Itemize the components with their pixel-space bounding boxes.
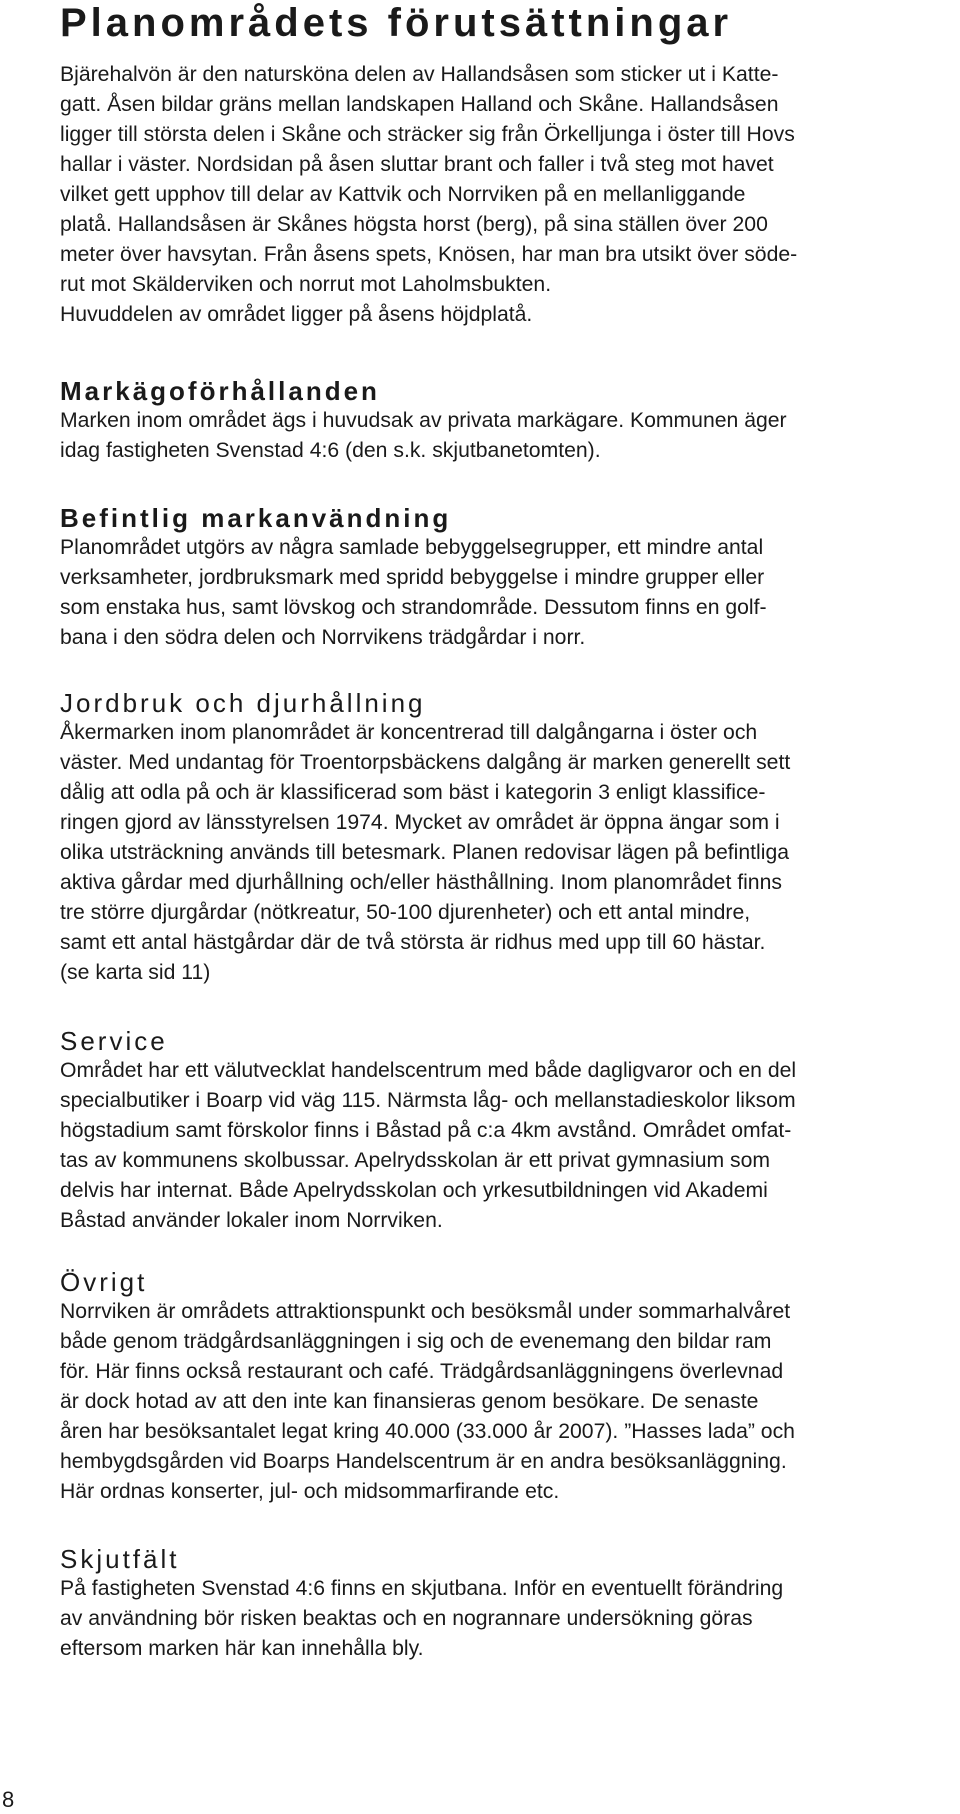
section-line: åren har besöksantalet legat kring 40.000 (33.000 år 2007). ”Hasses lada” och [60,1420,795,1443]
intro-line: ligger till största delen i Skåne och sträcker sig från Örkelljunga i öster till Hovs [60,123,795,146]
section-line: för. Här finns också restaurant och café. Trädgårdsanläggningens överlevnad [60,1360,784,1383]
section-line: bana i den södra delen och Norrvikens trädgårdar i norr. [60,626,586,649]
section-heading: Service [60,1026,168,1056]
section-line: tas av kommunens skolbussar. Apelrydsskolan är ett privat gymnasium som [60,1149,771,1172]
section-line: eftersom marken här kan innehålla bly. [60,1637,424,1660]
section-line: Området har ett välutvecklat handelscentrum med både dagligvaror och en del [60,1059,797,1082]
section-heading: Jordbruk och djurhållning [60,688,426,718]
intro-line: rut mot Skälderviken och norrut mot Laholmsbukten. [60,273,552,296]
section-line: Marken inom området ägs i huvudsak av privata markägare. Kommunen äger [60,409,787,432]
section-jordbruk [60,688,960,988]
section-line: är dock hotad av att den inte kan finansieras genom besökare. De senaste [60,1390,759,1413]
intro-line: meter över havsytan. Från åsens spets, Knösen, har man bra utsikt över söde- [60,243,798,266]
section-skjutfalt [60,1544,960,1664]
section-line: aktiva gårdar med djurhållning och/eller hästhållning. Inom planområdet finns [60,871,782,894]
intro-line: platå. Hallandsåsen är Skånes högsta horst (berg), på sina ställen över 200 [60,213,768,236]
section-line: dålig att odla på och är klassificerad som bäst i kategorin 3 enligt klassifice- [60,781,766,804]
page-title: Planområdets förutsättningar [60,1,733,45]
intro-section [60,60,960,330]
intro-line: vilket gett upphov till delar av Kattvik och Norrviken på en mellanliggande [60,183,746,206]
section-heading: Markägoförhållanden [60,376,380,406]
intro-line: gatt. Åsen bildar gräns mellan landskapen Halland och Skåne. Hallandsåsen [60,93,779,116]
section-line: samt ett antal hästgårdar där de två största är ridhus med upp till 60 hästar. [60,931,766,954]
section-line: delvis har internat. Både Apelrydsskolan och yrkesutbildningen vid Akademi [60,1179,768,1202]
section-service [60,1026,960,1236]
section-line: både genom trädgårdsanläggningen i sig och de evenemang den bildar ram [60,1330,772,1353]
section-markagoforhallanden [60,376,960,466]
section-befintlig-markanvandning [60,503,960,653]
section-line: tre större djurgårdar (nötkreatur, 50-100 djurenheter) och ett antal mindre, [60,901,751,924]
section-line: Planområdet utgörs av några samlade bebyggelsegrupper, ett mindre antal [60,536,764,559]
section-line: verksamheter, jordbruksmark med spridd bebyggelse i mindre grupper eller [60,566,765,589]
section-line: Åkermarken inom planområdet är koncentrerad till dalgångarna i öster och [60,721,758,744]
section-line: idag fastigheten Svenstad 4:6 (den s.k. skjutbanetomten). [60,439,601,462]
section-line: av användning bör risken beaktas och en nogrannare undersökning göras [60,1607,753,1630]
section-line: hembygdsgården vid Boarps Handelscentrum är en andra besöksanläggning. [60,1450,787,1473]
page-number: 8 [2,1787,15,1812]
section-line: väster. Med undantag för Troentorpsbäckens dalgång är marken generellt sett [60,751,791,774]
section-line: Här ordnas konserter, jul- och midsommarfirande etc. [60,1480,560,1503]
section-line: (se karta sid 11) [60,961,211,984]
section-line: På fastigheten Svenstad 4:6 finns en skjutbana. Inför en eventuellt förändring [60,1577,784,1600]
section-line: ringen gjord av länsstyrelsen 1974. Mycket av området är öppna ängar som i [60,811,780,834]
intro-line: Huvuddelen av området ligger på åsens höjdplatå. [60,303,533,326]
section-heading: Befintlig markanvändning [60,503,452,533]
section-line: Norrviken är områdets attraktionspunkt och besöksmål under sommarhalvåret [60,1300,791,1323]
section-line: Båstad använder lokaler inom Norrviken. [60,1209,443,1232]
section-line: specialbutiker i Boarp vid väg 115. Närmsta låg- och mellanstadieskolor liksom [60,1089,796,1112]
section-line: olika utsträckning används till betesmark. Planen redovisar lägen på befintliga [60,841,790,864]
section-line: högstadium samt förskolor finns i Båstad på c:a 4km avstånd. Området omfat- [60,1119,792,1142]
intro-line: hallar i väster. Nordsidan på åsen sluttar brant och faller i två steg mot havet [60,153,774,176]
intro-line: Bjärehalvön är den natursköna delen av Hallandsåsen som sticker ut i Katte- [60,63,779,86]
section-line: som enstaka hus, samt lövskog och strandområde. Dessutom finns en golf- [60,596,767,619]
section-ovrigt [60,1267,960,1507]
section-heading: Övrigt [60,1267,148,1297]
section-heading: Skjutfält [60,1544,180,1574]
